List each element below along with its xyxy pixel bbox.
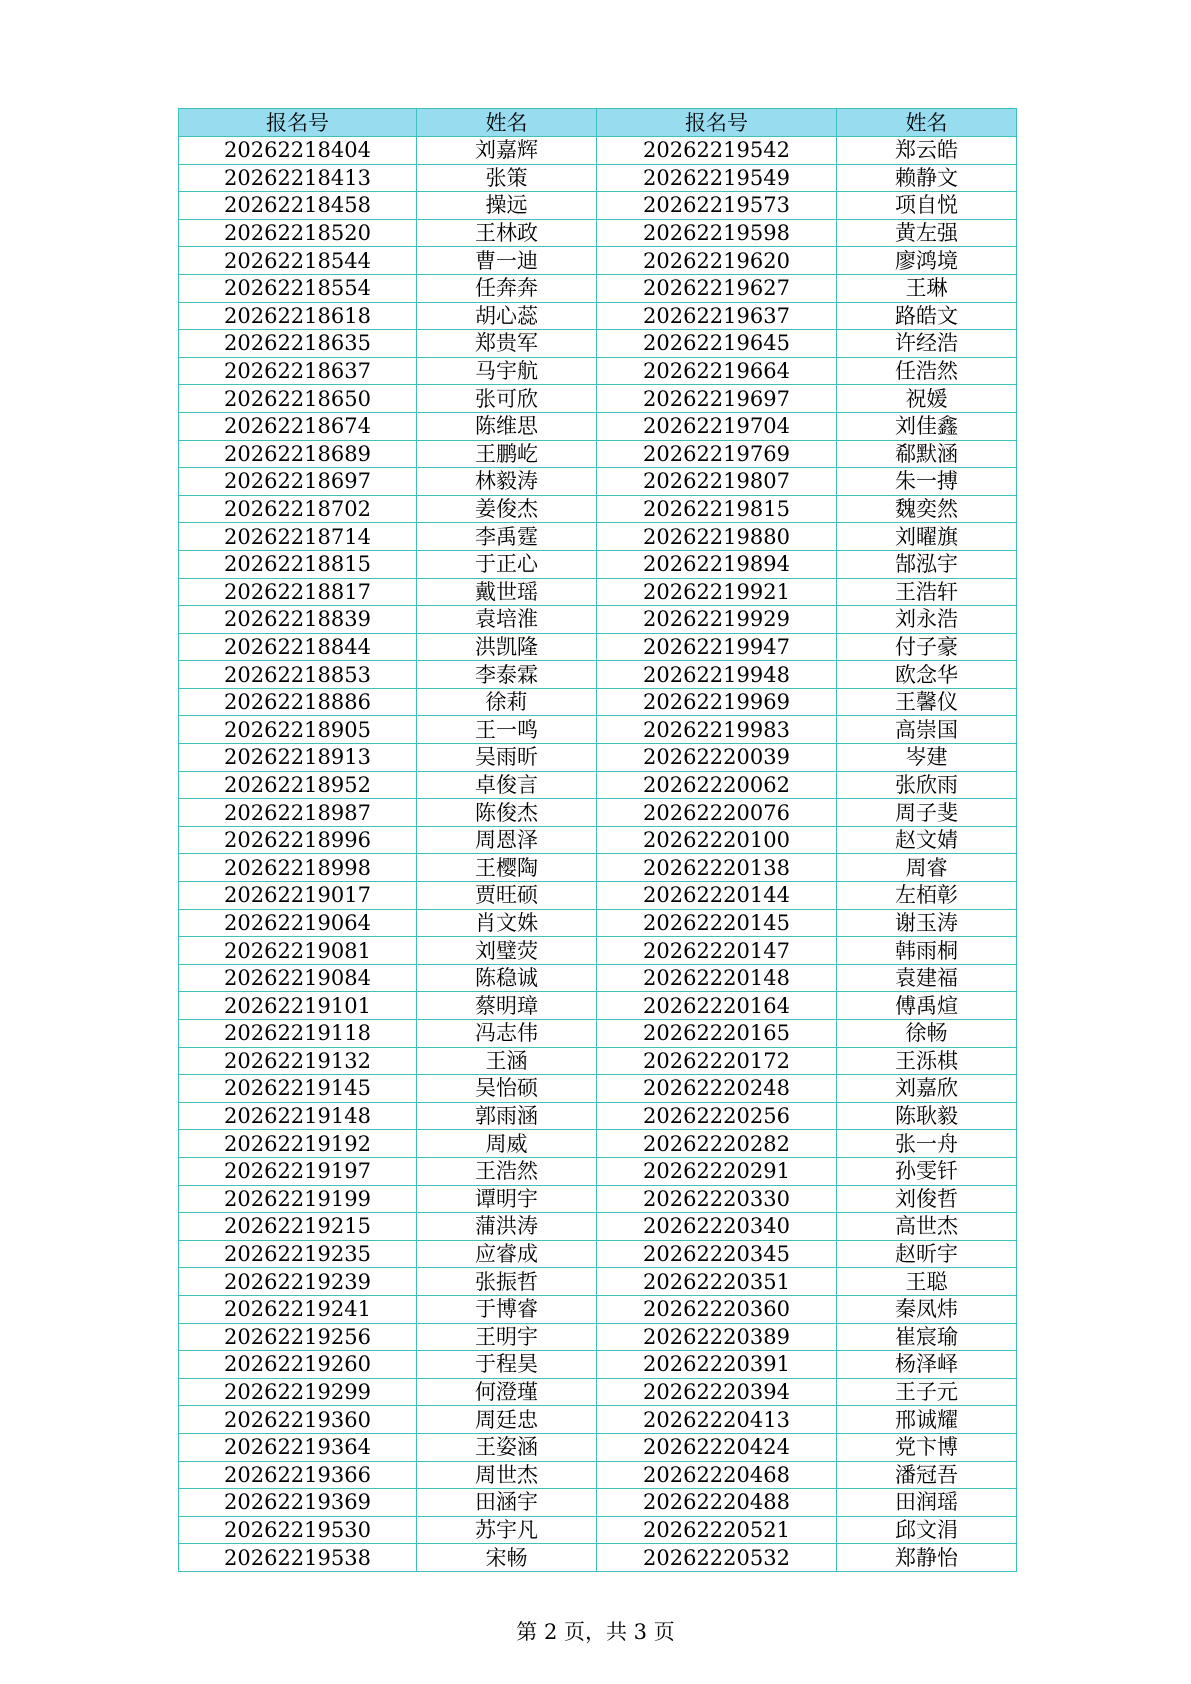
table-row <box>179 1323 1017 1351</box>
cell-name-right: 刘永浩 <box>837 606 1017 634</box>
cell-name-left: 袁培淮 <box>417 606 597 634</box>
cell-name-left: 卓俊言 <box>417 771 597 799</box>
cell-reg-number-right: 20262220076 <box>597 799 837 827</box>
table-row <box>179 1268 1017 1296</box>
table-row <box>179 247 1017 275</box>
table-row <box>179 219 1017 247</box>
cell-name-right: 王聪 <box>837 1268 1017 1296</box>
cell-name-left: 戴世瑶 <box>417 578 597 606</box>
cell-reg-number-left: 20262219364 <box>179 1433 417 1461</box>
cell-reg-number-right: 20262220039 <box>597 744 837 772</box>
cell-reg-number-left: 20262219299 <box>179 1378 417 1406</box>
cell-name-right: 潘冠吾 <box>837 1461 1017 1489</box>
cell-reg-number-right: 20262220391 <box>597 1351 837 1379</box>
cell-name-right: 王子元 <box>837 1378 1017 1406</box>
cell-name-right: 刘嘉欣 <box>837 1075 1017 1103</box>
cell-name-right: 路皓文 <box>837 302 1017 330</box>
cell-reg-number-right: 20262220100 <box>597 826 837 854</box>
header-reg-number-left: 报名号 <box>179 109 417 137</box>
cell-reg-number-left: 20262219538 <box>179 1544 417 1572</box>
cell-reg-number-right: 20262219947 <box>597 633 837 661</box>
cell-name-right: 秦凤炜 <box>837 1295 1017 1323</box>
cell-reg-number-right: 20262219880 <box>597 523 837 551</box>
cell-reg-number-left: 20262218817 <box>179 578 417 606</box>
table-row <box>179 964 1017 992</box>
cell-reg-number-right: 20262220330 <box>597 1185 837 1213</box>
cell-reg-number-right: 20262219815 <box>597 495 837 523</box>
header-name-left: 姓名 <box>417 109 597 137</box>
cell-name-right: 任浩然 <box>837 357 1017 385</box>
cell-name-left: 谭明宇 <box>417 1185 597 1213</box>
cell-reg-number-right: 20262220248 <box>597 1075 837 1103</box>
table-row <box>179 854 1017 882</box>
cell-reg-number-right: 20262219807 <box>597 468 837 496</box>
cell-reg-number-right: 20262219637 <box>597 302 837 330</box>
cell-name-left: 林毅涛 <box>417 468 597 496</box>
table-row <box>179 799 1017 827</box>
table-row <box>179 1461 1017 1489</box>
cell-name-left: 肖文姝 <box>417 909 597 937</box>
cell-reg-number-left: 20262219239 <box>179 1268 417 1296</box>
cell-name-right: 邱文涓 <box>837 1516 1017 1544</box>
cell-reg-number-right: 20262220147 <box>597 937 837 965</box>
cell-name-left: 操远 <box>417 192 597 220</box>
table-body <box>179 137 1017 1572</box>
cell-reg-number-right: 20262220340 <box>597 1213 837 1241</box>
cell-reg-number-left: 20262219241 <box>179 1295 417 1323</box>
cell-reg-number-right: 20262219983 <box>597 716 837 744</box>
cell-reg-number-right: 20262219549 <box>597 164 837 192</box>
cell-name-right: 赵昕宇 <box>837 1240 1017 1268</box>
cell-name-right: 欧念华 <box>837 661 1017 689</box>
cell-reg-number-left: 20262218650 <box>179 385 417 413</box>
cell-reg-number-right: 20262220360 <box>597 1295 837 1323</box>
cell-reg-number-left: 20262219530 <box>179 1516 417 1544</box>
cell-name-left: 陈稳诚 <box>417 964 597 992</box>
table-row <box>179 688 1017 716</box>
cell-reg-number-right: 20262220256 <box>597 1102 837 1130</box>
cell-name-left: 周恩泽 <box>417 826 597 854</box>
cell-name-right: 左栢彰 <box>837 882 1017 910</box>
table-row <box>179 468 1017 496</box>
cell-reg-number-left: 20262218987 <box>179 799 417 827</box>
cell-name-right: 田润瑶 <box>837 1489 1017 1517</box>
cell-reg-number-left: 20262218697 <box>179 468 417 496</box>
cell-reg-number-left: 20262218674 <box>179 412 417 440</box>
cell-name-right: 陈耿毅 <box>837 1102 1017 1130</box>
cell-name-right: 朱一搏 <box>837 468 1017 496</box>
cell-reg-number-left: 20262219148 <box>179 1102 417 1130</box>
cell-reg-number-left: 20262218905 <box>179 716 417 744</box>
cell-reg-number-left: 20262218618 <box>179 302 417 330</box>
table-row <box>179 578 1017 606</box>
table-row <box>179 771 1017 799</box>
cell-name-left: 应睿成 <box>417 1240 597 1268</box>
cell-name-left: 冯志伟 <box>417 1020 597 1048</box>
cell-name-left: 姜俊杰 <box>417 495 597 523</box>
cell-reg-number-left: 20262219132 <box>179 1047 417 1075</box>
cell-name-left: 王林政 <box>417 219 597 247</box>
cell-reg-number-left: 20262219017 <box>179 882 417 910</box>
cell-name-left: 田涵宇 <box>417 1489 597 1517</box>
cell-name-left: 周威 <box>417 1130 597 1158</box>
cell-reg-number-right: 20262220138 <box>597 854 837 882</box>
cell-name-right: 刘俊哲 <box>837 1185 1017 1213</box>
table-row <box>179 1130 1017 1158</box>
cell-reg-number-left: 20262218839 <box>179 606 417 634</box>
cell-name-right: 高世杰 <box>837 1213 1017 1241</box>
cell-name-right: 刘佳鑫 <box>837 412 1017 440</box>
table-row <box>179 826 1017 854</box>
table-row <box>179 1020 1017 1048</box>
table-row <box>179 440 1017 468</box>
cell-reg-number-left: 20262219360 <box>179 1406 417 1434</box>
cell-name-left: 王鹏屹 <box>417 440 597 468</box>
cell-reg-number-right: 20262220424 <box>597 1433 837 1461</box>
cell-reg-number-left: 20262218554 <box>179 274 417 302</box>
table-row <box>179 1047 1017 1075</box>
cell-reg-number-left: 20262219215 <box>179 1213 417 1241</box>
table-row <box>179 412 1017 440</box>
table-row <box>179 744 1017 772</box>
cell-reg-number-right: 20262220521 <box>597 1516 837 1544</box>
cell-name-left: 何澄瑾 <box>417 1378 597 1406</box>
cell-name-right: 张欣雨 <box>837 771 1017 799</box>
cell-reg-number-right: 20262219921 <box>597 578 837 606</box>
cell-name-right: 郜泓宇 <box>837 550 1017 578</box>
cell-name-left: 郑贵军 <box>417 330 597 358</box>
cell-reg-number-right: 20262220351 <box>597 1268 837 1296</box>
cell-name-right: 谢玉涛 <box>837 909 1017 937</box>
cell-reg-number-right: 20262219948 <box>597 661 837 689</box>
cell-name-right: 王琳 <box>837 274 1017 302</box>
table-row <box>179 385 1017 413</box>
cell-name-left: 周世杰 <box>417 1461 597 1489</box>
cell-reg-number-right: 20262219620 <box>597 247 837 275</box>
cell-name-left: 于正心 <box>417 550 597 578</box>
cell-reg-number-right: 20262220389 <box>597 1323 837 1351</box>
cell-reg-number-left: 20262218714 <box>179 523 417 551</box>
cell-reg-number-right: 20262219573 <box>597 192 837 220</box>
cell-name-left: 郭雨涵 <box>417 1102 597 1130</box>
cell-name-right: 祝媛 <box>837 385 1017 413</box>
cell-reg-number-right: 20262219542 <box>597 137 837 165</box>
cell-name-right: 王馨仪 <box>837 688 1017 716</box>
cell-name-left: 王姿涵 <box>417 1433 597 1461</box>
cell-name-left: 蒲洪涛 <box>417 1213 597 1241</box>
cell-reg-number-left: 20262218702 <box>179 495 417 523</box>
cell-reg-number-left: 20262219118 <box>179 1020 417 1048</box>
cell-name-right: 廖鸿境 <box>837 247 1017 275</box>
cell-reg-number-right: 20262219704 <box>597 412 837 440</box>
cell-reg-number-left: 20262218689 <box>179 440 417 468</box>
cell-name-right: 徐畅 <box>837 1020 1017 1048</box>
cell-name-left: 蔡明璋 <box>417 992 597 1020</box>
table-row <box>179 1516 1017 1544</box>
cell-name-right: 郑云皓 <box>837 137 1017 165</box>
cell-name-left: 吴怡硕 <box>417 1075 597 1103</box>
cell-reg-number-right: 20262219894 <box>597 550 837 578</box>
cell-reg-number-right: 20262220394 <box>597 1378 837 1406</box>
cell-name-left: 洪凯隆 <box>417 633 597 661</box>
cell-reg-number-left: 20262218998 <box>179 854 417 882</box>
cell-reg-number-left: 20262218844 <box>179 633 417 661</box>
cell-name-right: 袁建福 <box>837 964 1017 992</box>
cell-name-left: 王浩然 <box>417 1157 597 1185</box>
cell-reg-number-right: 20262220144 <box>597 882 837 910</box>
cell-reg-number-left: 20262218913 <box>179 744 417 772</box>
table-row <box>179 1489 1017 1517</box>
cell-name-left: 李泰霖 <box>417 661 597 689</box>
cell-reg-number-left: 20262219064 <box>179 909 417 937</box>
table-row <box>179 992 1017 1020</box>
cell-reg-number-left: 20262218952 <box>179 771 417 799</box>
cell-name-right: 周睿 <box>837 854 1017 882</box>
cell-reg-number-right: 20262219929 <box>597 606 837 634</box>
cell-reg-number-right: 20262220282 <box>597 1130 837 1158</box>
cell-name-left: 于博睿 <box>417 1295 597 1323</box>
cell-name-left: 宋畅 <box>417 1544 597 1572</box>
table-row <box>179 716 1017 744</box>
table-row <box>179 274 1017 302</box>
cell-name-right: 王浩轩 <box>837 578 1017 606</box>
cell-reg-number-right: 20262220164 <box>597 992 837 1020</box>
cell-reg-number-left: 20262218635 <box>179 330 417 358</box>
cell-name-right: 张一舟 <box>837 1130 1017 1158</box>
cell-reg-number-right: 20262220488 <box>597 1489 837 1517</box>
cell-reg-number-left: 20262219260 <box>179 1351 417 1379</box>
table-row <box>179 909 1017 937</box>
cell-name-right: 王泺棋 <box>837 1047 1017 1075</box>
cell-name-right: 高崇国 <box>837 716 1017 744</box>
cell-name-left: 王明宇 <box>417 1323 597 1351</box>
header-reg-number-right: 报名号 <box>597 109 837 137</box>
cell-reg-number-right: 20262220291 <box>597 1157 837 1185</box>
cell-name-right: 邢诚耀 <box>837 1406 1017 1434</box>
cell-reg-number-left: 20262218815 <box>179 550 417 578</box>
cell-reg-number-left: 20262218637 <box>179 357 417 385</box>
cell-name-right: 傅禹煊 <box>837 992 1017 1020</box>
cell-reg-number-right: 20262220165 <box>597 1020 837 1048</box>
cell-reg-number-left: 20262218886 <box>179 688 417 716</box>
cell-reg-number-right: 20262220148 <box>597 964 837 992</box>
table-row <box>179 1406 1017 1434</box>
table-row <box>179 1157 1017 1185</box>
table-row <box>179 357 1017 385</box>
header-name-right: 姓名 <box>837 109 1017 137</box>
cell-name-left: 张振哲 <box>417 1268 597 1296</box>
cell-reg-number-left: 20262218996 <box>179 826 417 854</box>
cell-name-left: 陈维思 <box>417 412 597 440</box>
cell-reg-number-left: 20262219192 <box>179 1130 417 1158</box>
cell-reg-number-right: 20262219769 <box>597 440 837 468</box>
cell-name-right: 岑建 <box>837 744 1017 772</box>
roster-table <box>178 108 1017 1572</box>
cell-name-right: 刘曜旗 <box>837 523 1017 551</box>
cell-name-right: 赵文婧 <box>837 826 1017 854</box>
table-row <box>179 164 1017 192</box>
cell-reg-number-left: 20262219084 <box>179 964 417 992</box>
cell-name-left: 胡心蕊 <box>417 302 597 330</box>
table-row <box>179 1213 1017 1241</box>
cell-reg-number-left: 20262219101 <box>179 992 417 1020</box>
cell-reg-number-left: 20262219197 <box>179 1157 417 1185</box>
cell-reg-number-right: 20262220345 <box>597 1240 837 1268</box>
cell-name-right: 付子豪 <box>837 633 1017 661</box>
cell-name-right: 黄左强 <box>837 219 1017 247</box>
table-row <box>179 606 1017 634</box>
cell-reg-number-right: 20262219969 <box>597 688 837 716</box>
table-row <box>179 1351 1017 1379</box>
table-row <box>179 1185 1017 1213</box>
cell-reg-number-right: 20262220413 <box>597 1406 837 1434</box>
cell-name-left: 王樱陶 <box>417 854 597 882</box>
cell-name-left: 王一鸣 <box>417 716 597 744</box>
cell-name-right: 杨泽峄 <box>837 1351 1017 1379</box>
table-row <box>179 1295 1017 1323</box>
table-row <box>179 937 1017 965</box>
cell-name-left: 徐莉 <box>417 688 597 716</box>
cell-name-left: 李禹霆 <box>417 523 597 551</box>
cell-name-left: 吴雨昕 <box>417 744 597 772</box>
cell-reg-number-right: 20262219664 <box>597 357 837 385</box>
cell-reg-number-left: 20262219369 <box>179 1489 417 1517</box>
cell-reg-number-right: 20262220145 <box>597 909 837 937</box>
cell-name-left: 王涵 <box>417 1047 597 1075</box>
cell-name-left: 马宇航 <box>417 357 597 385</box>
cell-reg-number-left: 20262219235 <box>179 1240 417 1268</box>
cell-name-right: 韩雨桐 <box>837 937 1017 965</box>
cell-name-right: 孙雯钎 <box>837 1157 1017 1185</box>
cell-name-right: 郗默涵 <box>837 440 1017 468</box>
cell-name-right: 魏奕然 <box>837 495 1017 523</box>
table-row <box>179 330 1017 358</box>
cell-reg-number-right: 20262219598 <box>597 219 837 247</box>
page-footer: 第 2 页，共 3 页 <box>516 1620 675 1644</box>
table-row <box>179 882 1017 910</box>
cell-reg-number-left: 20262218413 <box>179 164 417 192</box>
cell-reg-number-right: 20262219697 <box>597 385 837 413</box>
table-row <box>179 302 1017 330</box>
cell-reg-number-left: 20262218520 <box>179 219 417 247</box>
cell-reg-number-right: 20262219627 <box>597 274 837 302</box>
cell-reg-number-right: 20262220532 <box>597 1544 837 1572</box>
cell-reg-number-left: 20262218853 <box>179 661 417 689</box>
table-row <box>179 633 1017 661</box>
cell-name-left: 张可欣 <box>417 385 597 413</box>
table-row <box>179 495 1017 523</box>
cell-reg-number-left: 20262219081 <box>179 937 417 965</box>
cell-reg-number-right: 20262219645 <box>597 330 837 358</box>
cell-name-left: 任奔奔 <box>417 274 597 302</box>
cell-reg-number-right: 20262220468 <box>597 1461 837 1489</box>
table-row <box>179 1075 1017 1103</box>
cell-name-left: 刘璧荧 <box>417 937 597 965</box>
table-row <box>179 1544 1017 1572</box>
cell-reg-number-left: 20262218544 <box>179 247 417 275</box>
cell-name-right: 党卞博 <box>837 1433 1017 1461</box>
table-row <box>179 192 1017 220</box>
table-row <box>179 661 1017 689</box>
table-row <box>179 1378 1017 1406</box>
cell-name-left: 刘嘉辉 <box>417 137 597 165</box>
cell-reg-number-right: 20262220172 <box>597 1047 837 1075</box>
cell-name-right: 许经浩 <box>837 330 1017 358</box>
table-row <box>179 1240 1017 1268</box>
cell-reg-number-left: 20262219199 <box>179 1185 417 1213</box>
table-row <box>179 1102 1017 1130</box>
cell-name-left: 于程昊 <box>417 1351 597 1379</box>
table-row <box>179 523 1017 551</box>
cell-reg-number-left: 20262218458 <box>179 192 417 220</box>
cell-name-left: 苏宇凡 <box>417 1516 597 1544</box>
cell-name-left: 周廷忠 <box>417 1406 597 1434</box>
cell-name-right: 郑静怡 <box>837 1544 1017 1572</box>
cell-reg-number-left: 20262219145 <box>179 1075 417 1103</box>
cell-reg-number-left: 20262219366 <box>179 1461 417 1489</box>
cell-name-left: 陈俊杰 <box>417 799 597 827</box>
table-row <box>179 137 1017 165</box>
cell-name-right: 崔宸瑜 <box>837 1323 1017 1351</box>
table-row <box>179 550 1017 578</box>
cell-name-left: 曹一迪 <box>417 247 597 275</box>
cell-name-right: 周子斐 <box>837 799 1017 827</box>
cell-name-right: 项自悦 <box>837 192 1017 220</box>
cell-reg-number-right: 20262220062 <box>597 771 837 799</box>
cell-name-right: 赖静文 <box>837 164 1017 192</box>
cell-reg-number-left: 20262218404 <box>179 137 417 165</box>
cell-name-left: 贾旺硕 <box>417 882 597 910</box>
cell-name-left: 张策 <box>417 164 597 192</box>
cell-reg-number-left: 20262219256 <box>179 1323 417 1351</box>
table-row <box>179 1433 1017 1461</box>
header-row <box>179 109 1017 137</box>
